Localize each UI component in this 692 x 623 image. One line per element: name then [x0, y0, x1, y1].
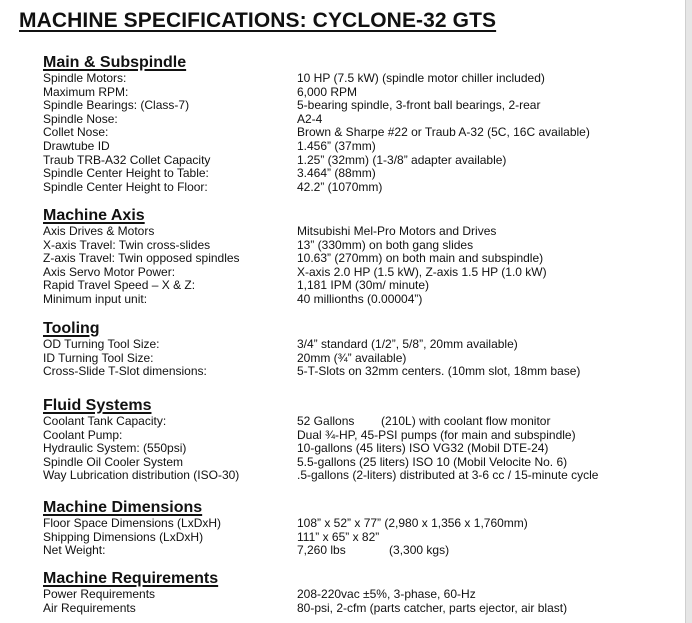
- section-tooling: [43, 319, 682, 379]
- section-heading: Machine Requirements: [43, 570, 219, 587]
- spec-label: Axis Drives & Motors: [43, 224, 155, 238]
- section-heading: Machine Dimensions: [43, 499, 203, 516]
- spec-value: 3/4” standard (1/2”, 5/8”, 20mm available): [297, 337, 518, 351]
- spec-label: Axis Servo Motor Power:: [43, 264, 176, 279]
- spec-row: [43, 266, 682, 280]
- spec-label: Traub TRB-A32 Collet Capacity: [43, 152, 211, 167]
- page-edge: [685, 0, 692, 623]
- spec-label: Way Lubrication distribution (ISO-30): [43, 468, 240, 483]
- spec-label: Spindle Center Height to Table:: [43, 166, 209, 181]
- spec-row: [43, 338, 682, 352]
- spec-row: [43, 293, 682, 307]
- section-machine-dimensions: [43, 498, 682, 558]
- spec-row: [43, 140, 682, 154]
- spec-value: X-axis 2.0 HP (1.5 kW), Z-axis 1.5 HP (1.0 kW): [297, 264, 547, 279]
- section-heading: Machine Axis: [43, 207, 145, 224]
- spec-label: X-axis Travel: Twin cross-slides: [43, 237, 211, 252]
- spec-value: 13” (330mm) on both gang slides: [297, 237, 474, 252]
- spec-label: Air Requirements: [43, 600, 136, 615]
- spec-value: 42.2” (1070mm): [297, 179, 383, 194]
- spec-row: [43, 252, 682, 266]
- spec-row: [43, 365, 682, 379]
- spec-value: 111” x 65” x 82”: [297, 529, 380, 544]
- spec-value: Mitsubishi Mel-Pro Motors and Drives: [297, 224, 497, 238]
- spec-value: 6,000 RPM: [297, 84, 358, 99]
- spec-value: 10.63” (270mm) on both main and subspindle): [297, 251, 544, 266]
- spec-row: [43, 72, 682, 86]
- spec-value: 3.464” (88mm): [297, 166, 376, 181]
- spec-label: Hydraulic System: (550psi): [43, 441, 187, 456]
- document-title: MACHINE SPECIFICATIONS: CYCLONE-32 GTS: [19, 9, 497, 32]
- spec-row: [43, 279, 682, 293]
- spec-row: [43, 531, 682, 545]
- spec-label: Coolant Tank Capacity:: [43, 414, 167, 428]
- spec-value: 40 millionths (0.00004”): [297, 291, 423, 306]
- section-heading: Fluid Systems: [43, 397, 152, 414]
- spec-value: 10-gallons (45 liters) ISO VG32 (Mobil DTE-24): [297, 441, 549, 456]
- spec-label: Power Requirements: [43, 587, 156, 601]
- spec-row: [43, 239, 682, 253]
- spec-label: Spindle Oil Cooler System: [43, 454, 184, 469]
- section-heading: Main & Subspindle: [43, 54, 187, 71]
- spec-label: Drawtube ID: [43, 138, 110, 153]
- spec-row: [43, 225, 682, 239]
- section-machine-requirements: [43, 569, 682, 615]
- spec-label: Shipping Dimensions (LxDxH): [43, 529, 204, 544]
- spec-label: Maximum RPM:: [43, 84, 129, 99]
- spec-row: [43, 442, 682, 456]
- spec-value: 52 Gallons (210L) with coolant flow monitor: [297, 414, 551, 428]
- spec-label: Rapid Travel Speed – X & Z:: [43, 278, 196, 293]
- spec-row: [43, 181, 682, 195]
- spec-value: 208-220vac ±5%, 3-phase, 60-Hz: [297, 587, 476, 601]
- spec-label: Cross-Slide T-Slot dimensions:: [43, 364, 207, 379]
- spec-row: [43, 517, 682, 531]
- spec-label: ID Turning Tool Size:: [43, 350, 154, 365]
- spec-row: [43, 126, 682, 140]
- spec-label: Spindle Motors:: [43, 71, 127, 85]
- spec-value: 5-bearing spindle, 3-front ball bearings, 2-rear: [297, 98, 541, 113]
- section-heading: Tooling: [43, 320, 100, 337]
- spec-label: Collet Nose:: [43, 125, 109, 140]
- spec-row: [43, 167, 682, 181]
- spec-row: [43, 154, 682, 168]
- section-main-subspindle: [43, 53, 682, 194]
- spec-label: Net Weight:: [43, 543, 106, 558]
- spec-value: 1,181 IPM (30m/ minute): [297, 278, 430, 293]
- spec-label: OD Turning Tool Size:: [43, 337, 160, 351]
- spec-row: [43, 469, 682, 483]
- spec-row: [43, 588, 682, 602]
- spec-label: Spindle Center Height to Floor:: [43, 179, 208, 194]
- section-fluid-systems: [43, 396, 682, 483]
- spec-value: 1.456” (37mm): [297, 138, 376, 153]
- spec-label: Coolant Pump:: [43, 427, 123, 442]
- spec-row: [43, 429, 682, 443]
- spec-value: Brown & Sharpe #22 or Traub A-32 (5C, 16C available): [297, 125, 590, 140]
- spec-value: .5-gallons (2-liters) distributed at 3-6 cc / 15-minute cycle: [297, 468, 599, 483]
- spec-label: Floor Space Dimensions (LxDxH): [43, 516, 222, 530]
- spec-label: Minimum input unit:: [43, 291, 148, 306]
- spec-value: 7,260 lbs (3,300 kgs): [297, 543, 450, 558]
- spec-value: 10 HP (7.5 kW) (spindle motor chiller included): [297, 71, 545, 85]
- spec-value: 20mm (¾” available): [297, 350, 407, 365]
- spec-label: Z-axis Travel: Twin opposed spindles: [43, 251, 240, 266]
- spec-value: 5.5-gallons (25 liters) ISO 10 (Mobil Velocite No. 6): [297, 454, 568, 469]
- spec-value: 108” x 52” x 77” (2,980 x 1,356 x 1,760mm): [297, 516, 528, 530]
- spec-row: [43, 544, 682, 558]
- spec-row: [43, 113, 682, 127]
- spec-row: [43, 352, 682, 366]
- spec-row: [43, 456, 682, 470]
- section-machine-axis: [43, 206, 682, 307]
- spec-row: [43, 99, 682, 113]
- spec-row: [43, 415, 682, 429]
- spec-row: [43, 86, 682, 100]
- spec-value: 80-psi, 2-cfm (parts catcher, parts ejector, air blast): [297, 600, 568, 615]
- spec-label: Spindle Nose:: [43, 111, 118, 126]
- spec-row: [43, 602, 682, 616]
- spec-value: 5-T-Slots on 32mm centers. (10mm slot, 18mm base): [297, 364, 581, 379]
- spec-value: A2-4: [297, 111, 323, 126]
- spec-value: Dual ¾-HP, 45-PSI pumps (for main and subspindle): [297, 427, 576, 442]
- spec-value: 1.25” (32mm) (1-3/8” adapter available): [297, 152, 507, 167]
- spec-label: Spindle Bearings: (Class-7): [43, 98, 190, 113]
